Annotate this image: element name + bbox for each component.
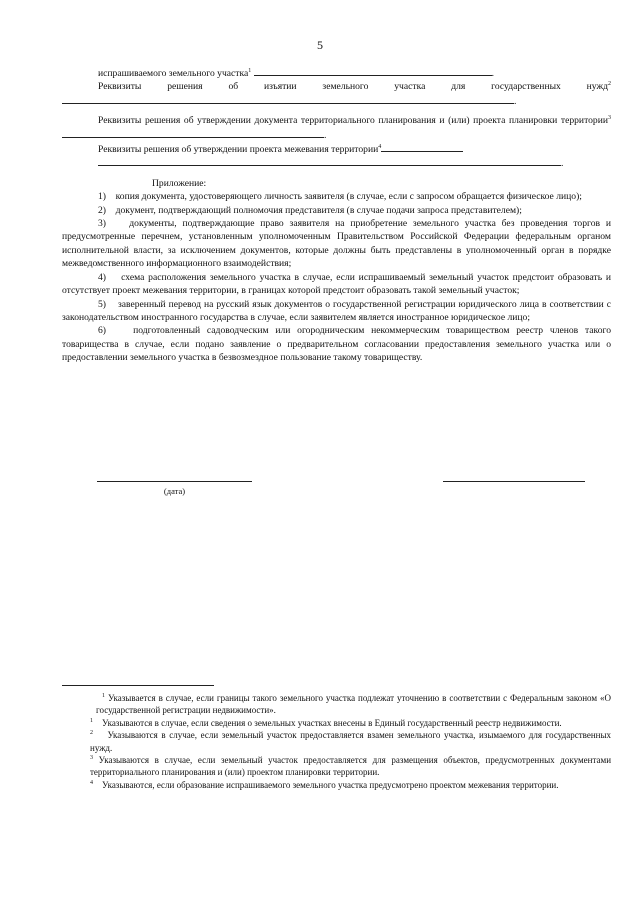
survey-project-input-line-2[interactable] [98, 156, 561, 166]
footnote-mark: 2 [90, 730, 93, 737]
footnotes [90, 692, 612, 791]
attachment-item-6 [62, 324, 611, 364]
attachment-item-number: 3) [98, 218, 106, 230]
withdrawal-field-row [62, 80, 611, 93]
attachment-item-text: заверенный перевод на русский язык документов о государственной регистрации юридического лица в соответствии с законодательством иностранного государства в случае, если заявителем является иностранное юридическое лицо; [62, 298, 611, 323]
attachment-item-4 [62, 271, 611, 298]
form-body [62, 66, 611, 365]
survey-project-field-row [62, 142, 611, 156]
footnote-separator [62, 685, 214, 686]
footnote-2 [90, 717, 611, 729]
attachment-item-1 [62, 190, 611, 203]
attachment-item-number: 2) [98, 204, 106, 216]
page-number: 5 [317, 38, 323, 52]
footnote-text: Указываются в случае, если сведения о земельных участках внесены в Единый государственный реестр недвижимости. [102, 717, 562, 728]
survey-project-field-label: Реквизиты решения об утверждении проекта межевания территории [98, 144, 379, 156]
territory-planning-field-row: Реквизиты решения об утверждении документа территориального планирования и (или) проекта планировки территории$^3$. [62, 114, 611, 142]
attachment-item-number: 1) [98, 191, 106, 203]
survey-project-line-row: . [62, 156, 611, 170]
territory-planning-field-label: Реквизиты решения об утверждении документа территориального планирования и (или) проекта планировки территории [98, 115, 608, 127]
footnote-mark: 3 [90, 755, 93, 762]
attachment-item-text: копия документа, удостоверяющего личность заявителя (в случае, если с запросом обращается физическое лицо); [115, 191, 582, 203]
attachments-heading: Приложение: [152, 177, 207, 189]
footnote-1 [96, 692, 611, 717]
survey-project-input-line[interactable] [381, 142, 463, 152]
attachment-item-3 [62, 217, 611, 271]
footnote-mark: 1 [90, 717, 93, 724]
attachment-item-text: схема расположения земельного участка в случае, если испрашиваемый земельный участок предстоит образовать и отсутствует проект межевания территории, в границах которой предстоит образовать такой земельный участок; [62, 271, 611, 297]
date-input-line[interactable] [97, 479, 252, 482]
date-signature-block [97, 479, 252, 496]
footnote-text: Указываются, если образование испрашиваемого земельного участка предусмотрено проектом межевания территории. [102, 779, 559, 790]
attachment-item-number: 6) [98, 325, 106, 337]
footnote-ref-4: 4 [378, 144, 382, 151]
plot-field-label: испрашиваемого земельного участка [98, 68, 249, 79]
attachment-item-5 [62, 298, 611, 325]
attachment-item-text: подготовленный садоводческим или огородническим некоммерческим товариществом реестр членов такого товарищества в случае, если подано заявление о предварительном согласовании предоставления земельного участка или о предоставлении земельного участка в безвозмездное пользование такому товариществу. [62, 325, 612, 364]
footnote-mark: 1 [102, 693, 105, 699]
footnote-5 [90, 779, 611, 791]
signature-input-line[interactable] [443, 479, 585, 482]
attachment-item-number: 5) [98, 298, 106, 310]
attachment-item-2 [62, 204, 611, 217]
footnote-3 [90, 729, 611, 754]
footnote-ref-2: 2 [608, 81, 611, 88]
plot-field-input-line[interactable] [254, 66, 492, 76]
signature-block [443, 479, 585, 482]
attachment-item-number: 4) [98, 271, 106, 283]
withdrawal-field-label: Реквизиты решения об изъятии земельного участка для государственных нужд [98, 81, 608, 93]
attachments-section [62, 177, 611, 365]
footnote-ref-1: 1 [248, 68, 252, 74]
territory-planning-input-line[interactable] [62, 128, 324, 138]
footnote-text: Указывается в случае, если границы такого земельного участка подлежат уточнению в соответствии с Федеральным законом «О государственной регистрации недвижимости». [96, 693, 612, 716]
footnote-ref-3: 3 [608, 115, 611, 122]
withdrawal-field-line-row: . [62, 94, 611, 108]
withdrawal-field-input-line[interactable] [62, 94, 514, 104]
footnote-4 [90, 754, 611, 779]
footnote-text: Указываются в случае, если земельный участок предоставляется для размещения объектов, предусмотренных документами территориального планирования и (или) проектом планировки территории. [90, 755, 612, 778]
footnote-text: Указываются в случае, если земельный участок предоставляется взамен земельного участка, изымаемого для государственных нужд. [90, 730, 612, 753]
footnote-mark: 4 [90, 779, 93, 786]
plot-field-row: испрашиваемого земельного участка$^1$ . [98, 68, 495, 79]
attachment-item-text: документ, подтверждающий полномочия представителя (в случае подачи запроса представителем); [115, 204, 522, 216]
date-caption: (дата) [163, 486, 186, 496]
attachment-item-text: документы, подтверждающие право заявителя на приобретение земельного участка без проведения торгов и предусмотренные перечнем, установленным уполномоченным Правительством Российской Федерации федеральным органом исполнительной власти, за исключением документов, которые должны быть представлены в уполномоченный орган в порядке межведомственного информационного взаимодействия; [62, 218, 611, 270]
